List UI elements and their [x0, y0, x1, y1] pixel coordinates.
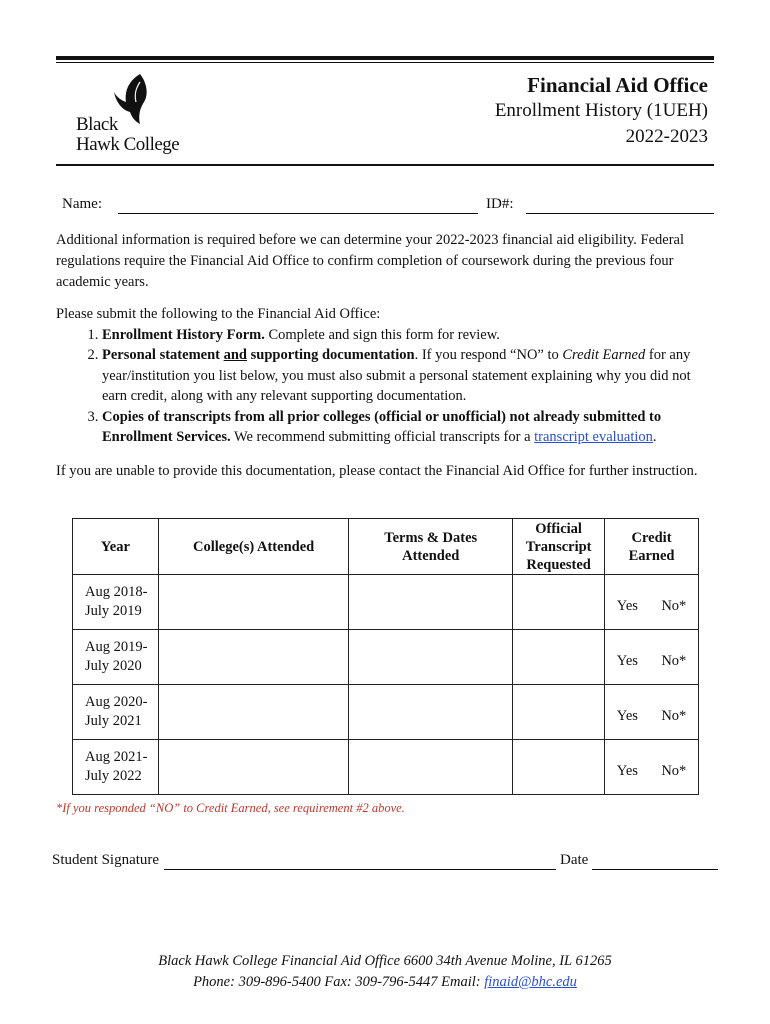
email-link[interactable]: finaid@bhc.edu — [484, 974, 577, 990]
terms-cell[interactable] — [349, 630, 513, 685]
no-option[interactable]: No* — [661, 707, 687, 724]
header-colleges: College(s) Attended — [158, 519, 349, 575]
document-header — [495, 72, 708, 150]
header-credit-earned: Credit Earned — [605, 519, 699, 575]
name-label: Name: — [62, 196, 102, 212]
intro-paragraph: Additional information is required before we can determine your 2022-2023 financial aid eligibility. Federal regulations require the Financial Aid Office to confirm completion of coursework during the previous four academic years. — [56, 232, 685, 290]
signature-field[interactable] — [164, 869, 556, 870]
terms-cell[interactable] — [349, 740, 513, 795]
requirement-1: 1. Enrollment History Form. Complete and sign this form for review. — [102, 325, 712, 346]
terms-cell[interactable] — [349, 685, 513, 740]
table-row — [73, 630, 699, 685]
transcript-cell[interactable] — [513, 630, 605, 685]
credit-earned-cell — [605, 630, 699, 685]
colleges-cell[interactable] — [158, 685, 349, 740]
submit-intro: Please submit the following to the Financial Aid Office: — [56, 306, 381, 322]
yes-option[interactable]: Yes — [616, 762, 638, 779]
footer-address: Black Hawk College Financial Aid Office 6600 34th Avenue Moline, IL 61265 — [158, 953, 612, 969]
year-cell: Aug 2018- July 2019 — [73, 575, 159, 630]
requirement-2: 2. Personal statement and supporting documentation. If you respond “NO” to Credit Earned for any year/institution you list below, you must also submit a personal statement explaining why you did not earn credit, along with any relevant supporting documentation. — [102, 345, 712, 407]
header-divider — [56, 164, 714, 166]
header-terms-dates: Terms & Dates Attended — [349, 519, 513, 575]
form-title: Enrollment History (1UEH) — [494, 100, 708, 121]
year-cell: Aug 2019- July 2020 — [73, 630, 159, 685]
top-rule-thick — [56, 56, 714, 60]
header-official-transcript: Official Transcript Requested — [513, 519, 605, 575]
yes-option[interactable]: Yes — [616, 652, 638, 669]
table-header-row — [73, 519, 699, 575]
year-cell: Aug 2021- July 2022 — [73, 740, 159, 795]
id-label: ID#: — [486, 196, 514, 212]
transcript-cell[interactable] — [513, 740, 605, 795]
date-field[interactable] — [592, 869, 718, 870]
no-option[interactable]: No* — [661, 652, 687, 669]
colleges-cell[interactable] — [158, 630, 349, 685]
logo-text-line2: Hawk College — [76, 134, 180, 155]
table-row — [73, 740, 699, 795]
aid-year: 2022-2023 — [625, 126, 708, 147]
table-row — [73, 685, 699, 740]
requirements-section — [56, 304, 712, 448]
signature-label: Student Signature — [52, 852, 160, 868]
id-field[interactable] — [526, 213, 714, 214]
enrollment-history-table — [72, 518, 699, 795]
logo-text-line1: Black — [76, 114, 118, 135]
header-year: Year — [73, 519, 159, 575]
name-field[interactable] — [118, 213, 478, 214]
no-option[interactable]: No* — [661, 762, 687, 779]
terms-cell[interactable] — [349, 575, 513, 630]
unable-paragraph: If you are unable to provide this documentation, please contact the Financial Aid Office for further instruction. — [56, 463, 698, 479]
credit-earned-cell — [605, 575, 699, 630]
requirement-3: 3. Copies of transcripts from all prior colleges (official or unofficial) not already submitted to Enrollment Services. We recommend submitting official transcripts for a transcript evaluation. — [102, 407, 712, 448]
name-id-row — [62, 196, 722, 218]
transcript-evaluation-link[interactable]: transcript evaluation — [534, 429, 653, 445]
colleges-cell[interactable] — [158, 740, 349, 795]
yes-option[interactable]: Yes — [616, 597, 638, 614]
credit-earned-cell — [605, 740, 699, 795]
credit-note: *If you responded “NO” to Credit Earned, see requirement #2 above. — [56, 801, 405, 815]
footer-contact: Phone: 309-896-5400 Fax: 309-796-5447 Email: finaid@bhc.edu — [193, 974, 577, 990]
transcript-cell[interactable] — [513, 685, 605, 740]
no-option[interactable]: No* — [661, 597, 687, 614]
top-rule-thin — [56, 62, 714, 63]
transcript-cell[interactable] — [513, 575, 605, 630]
date-label: Date — [560, 852, 589, 868]
credit-earned-cell — [605, 685, 699, 740]
signature-row — [52, 852, 722, 874]
table-row — [73, 575, 699, 630]
yes-option[interactable]: Yes — [616, 707, 638, 724]
office-title: Financial Aid Office — [527, 73, 708, 97]
colleges-cell[interactable] — [158, 575, 349, 630]
college-logo — [76, 72, 196, 158]
year-cell: Aug 2020- July 2021 — [73, 685, 159, 740]
